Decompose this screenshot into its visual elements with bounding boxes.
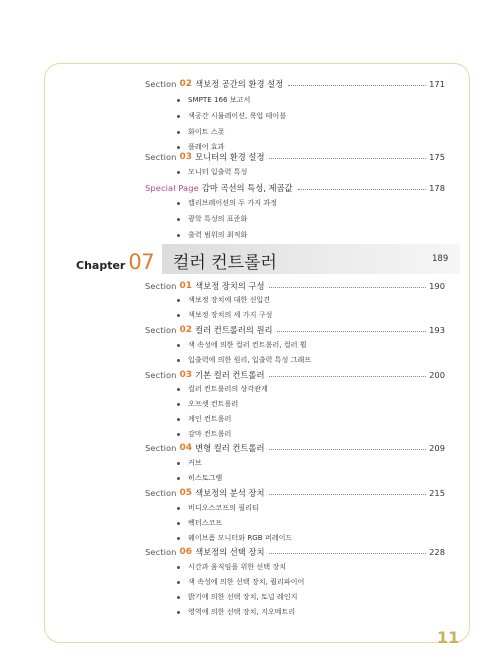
section-label: Section <box>145 443 177 453</box>
section-label: Section <box>145 325 177 335</box>
toc-item: 감마 컨트롤러 <box>188 429 232 438</box>
toc-item: 화이트 스폿 <box>188 127 225 136</box>
section-number: 02 <box>179 79 193 89</box>
toc-item: 시간과 움직임을 위한 선택 장치 <box>188 562 287 571</box>
dot-leader <box>288 85 426 86</box>
toc-section-02-environment[interactable] <box>145 77 445 91</box>
section-number: 05 <box>179 488 193 498</box>
section-title: 색보정 공간의 환경 설정 <box>195 79 284 89</box>
section-number: 03 <box>179 370 193 380</box>
section-label: Section <box>145 547 177 557</box>
page-number: 190 <box>429 281 445 291</box>
section-number: 04 <box>179 443 193 453</box>
dot-leader <box>269 449 426 450</box>
chapter-number: 07 <box>128 250 155 274</box>
dot-leader <box>269 158 426 159</box>
toc-item: 플레어 효과 <box>188 142 225 151</box>
page-number: 171 <box>429 79 445 89</box>
section-label: Section <box>145 370 177 380</box>
toc-item: 색보정 장치에 대한 선입견 <box>188 295 271 304</box>
toc-item: 색공간 시뮬레이션, 룩업 테이블 <box>188 111 287 120</box>
toc-item: SMPTE 166 보고서 <box>188 95 251 104</box>
toc-item: 광학 특성의 표준화 <box>188 214 248 223</box>
page-number: 200 <box>429 370 445 380</box>
section-number: 06 <box>179 547 193 557</box>
toc-section-04[interactable] <box>145 441 445 455</box>
chapter-title[interactable]: 컬러 컨트롤러 <box>173 253 277 273</box>
section-title: 색보정의 선택 장치 <box>195 547 265 557</box>
dot-leader <box>277 331 426 332</box>
section-number: 03 <box>179 152 193 162</box>
toc-item: 컬러 컨트롤러의 상각관계 <box>188 384 268 393</box>
section-label: Section <box>145 488 177 498</box>
toc-item: 영역에 의한 선택 장치, 지오메트리 <box>188 607 296 616</box>
section-title: 기본 컬러 컨트롤러 <box>195 370 265 380</box>
section-title: 감마 곡선의 특성, 제곱값 <box>201 183 293 193</box>
toc-section-03-monitor[interactable] <box>145 150 445 164</box>
chapter-page-number: 189 <box>432 254 449 264</box>
page-number: 178 <box>429 183 445 193</box>
toc-item: 비디오스코프의 필리티 <box>188 503 259 512</box>
toc-item: 밝기에 의한 선택 장치, 토널 레인지 <box>188 592 298 601</box>
toc-item: 게인 컨트롤러 <box>188 414 232 423</box>
toc-item: 입출력에 의한 원리, 입출력 특성 그래프 <box>188 355 312 364</box>
special-page-label: Special Page <box>145 183 199 193</box>
toc-item: 웨이브폼 모니터와 RGB 퍼레이드 <box>188 533 293 542</box>
chapter-word: Chapter <box>76 259 126 272</box>
toc-section-02[interactable] <box>145 323 445 337</box>
toc-special-page[interactable] <box>145 181 445 195</box>
section-label: Section <box>145 152 177 162</box>
dot-leader <box>269 287 426 288</box>
section-title: 컬러 컨트롤러의 원리 <box>195 325 273 335</box>
toc-item: 색보정 장치의 세 가지 구성 <box>188 310 273 319</box>
toc-item: 모니터 입출력 특성 <box>188 167 248 176</box>
section-title: 색보정 장치의 구성 <box>195 281 265 291</box>
section-label: Section <box>145 281 177 291</box>
dot-leader <box>298 189 427 190</box>
toc-item: 색 속성에 의한 선택 장치, 퀄리파이어 <box>188 577 305 586</box>
section-title: 변형 컬러 컨트롤러 <box>195 443 265 453</box>
toc-item: 오프셋 컨트롤러 <box>188 399 239 408</box>
toc-section-05[interactable] <box>145 486 445 500</box>
chapter-label[interactable] <box>76 250 154 274</box>
dot-leader <box>269 494 426 495</box>
section-number: 01 <box>179 281 193 291</box>
page-folio-number: 11 <box>437 628 460 647</box>
dot-leader <box>269 376 426 377</box>
section-label: Section <box>145 79 177 89</box>
toc-item: 히스토그램 <box>188 473 223 482</box>
toc-item: 벡터스코프 <box>188 518 223 527</box>
page-number: 175 <box>429 152 445 162</box>
toc-section-06[interactable] <box>145 545 445 559</box>
page-number: 193 <box>429 325 445 335</box>
toc-item: 색 속성에 의한 컬러 컨트롤러, 컬러 휠 <box>188 340 307 349</box>
toc-item: 캘리브레이션의 두 가지 과정 <box>188 198 277 207</box>
dot-leader <box>269 553 426 554</box>
page-number: 215 <box>429 488 445 498</box>
page-number: 209 <box>429 443 445 453</box>
toc-item: 커브 <box>188 458 202 467</box>
section-title: 모니터의 환경 설정 <box>195 152 265 162</box>
section-number: 02 <box>179 325 193 335</box>
page-number: 228 <box>429 547 445 557</box>
toc-section-03[interactable] <box>145 368 445 382</box>
toc-section-01[interactable] <box>145 279 445 293</box>
section-title: 색보정의 분석 장치 <box>195 488 265 498</box>
toc-item: 출력 범위의 최적화 <box>188 230 248 239</box>
